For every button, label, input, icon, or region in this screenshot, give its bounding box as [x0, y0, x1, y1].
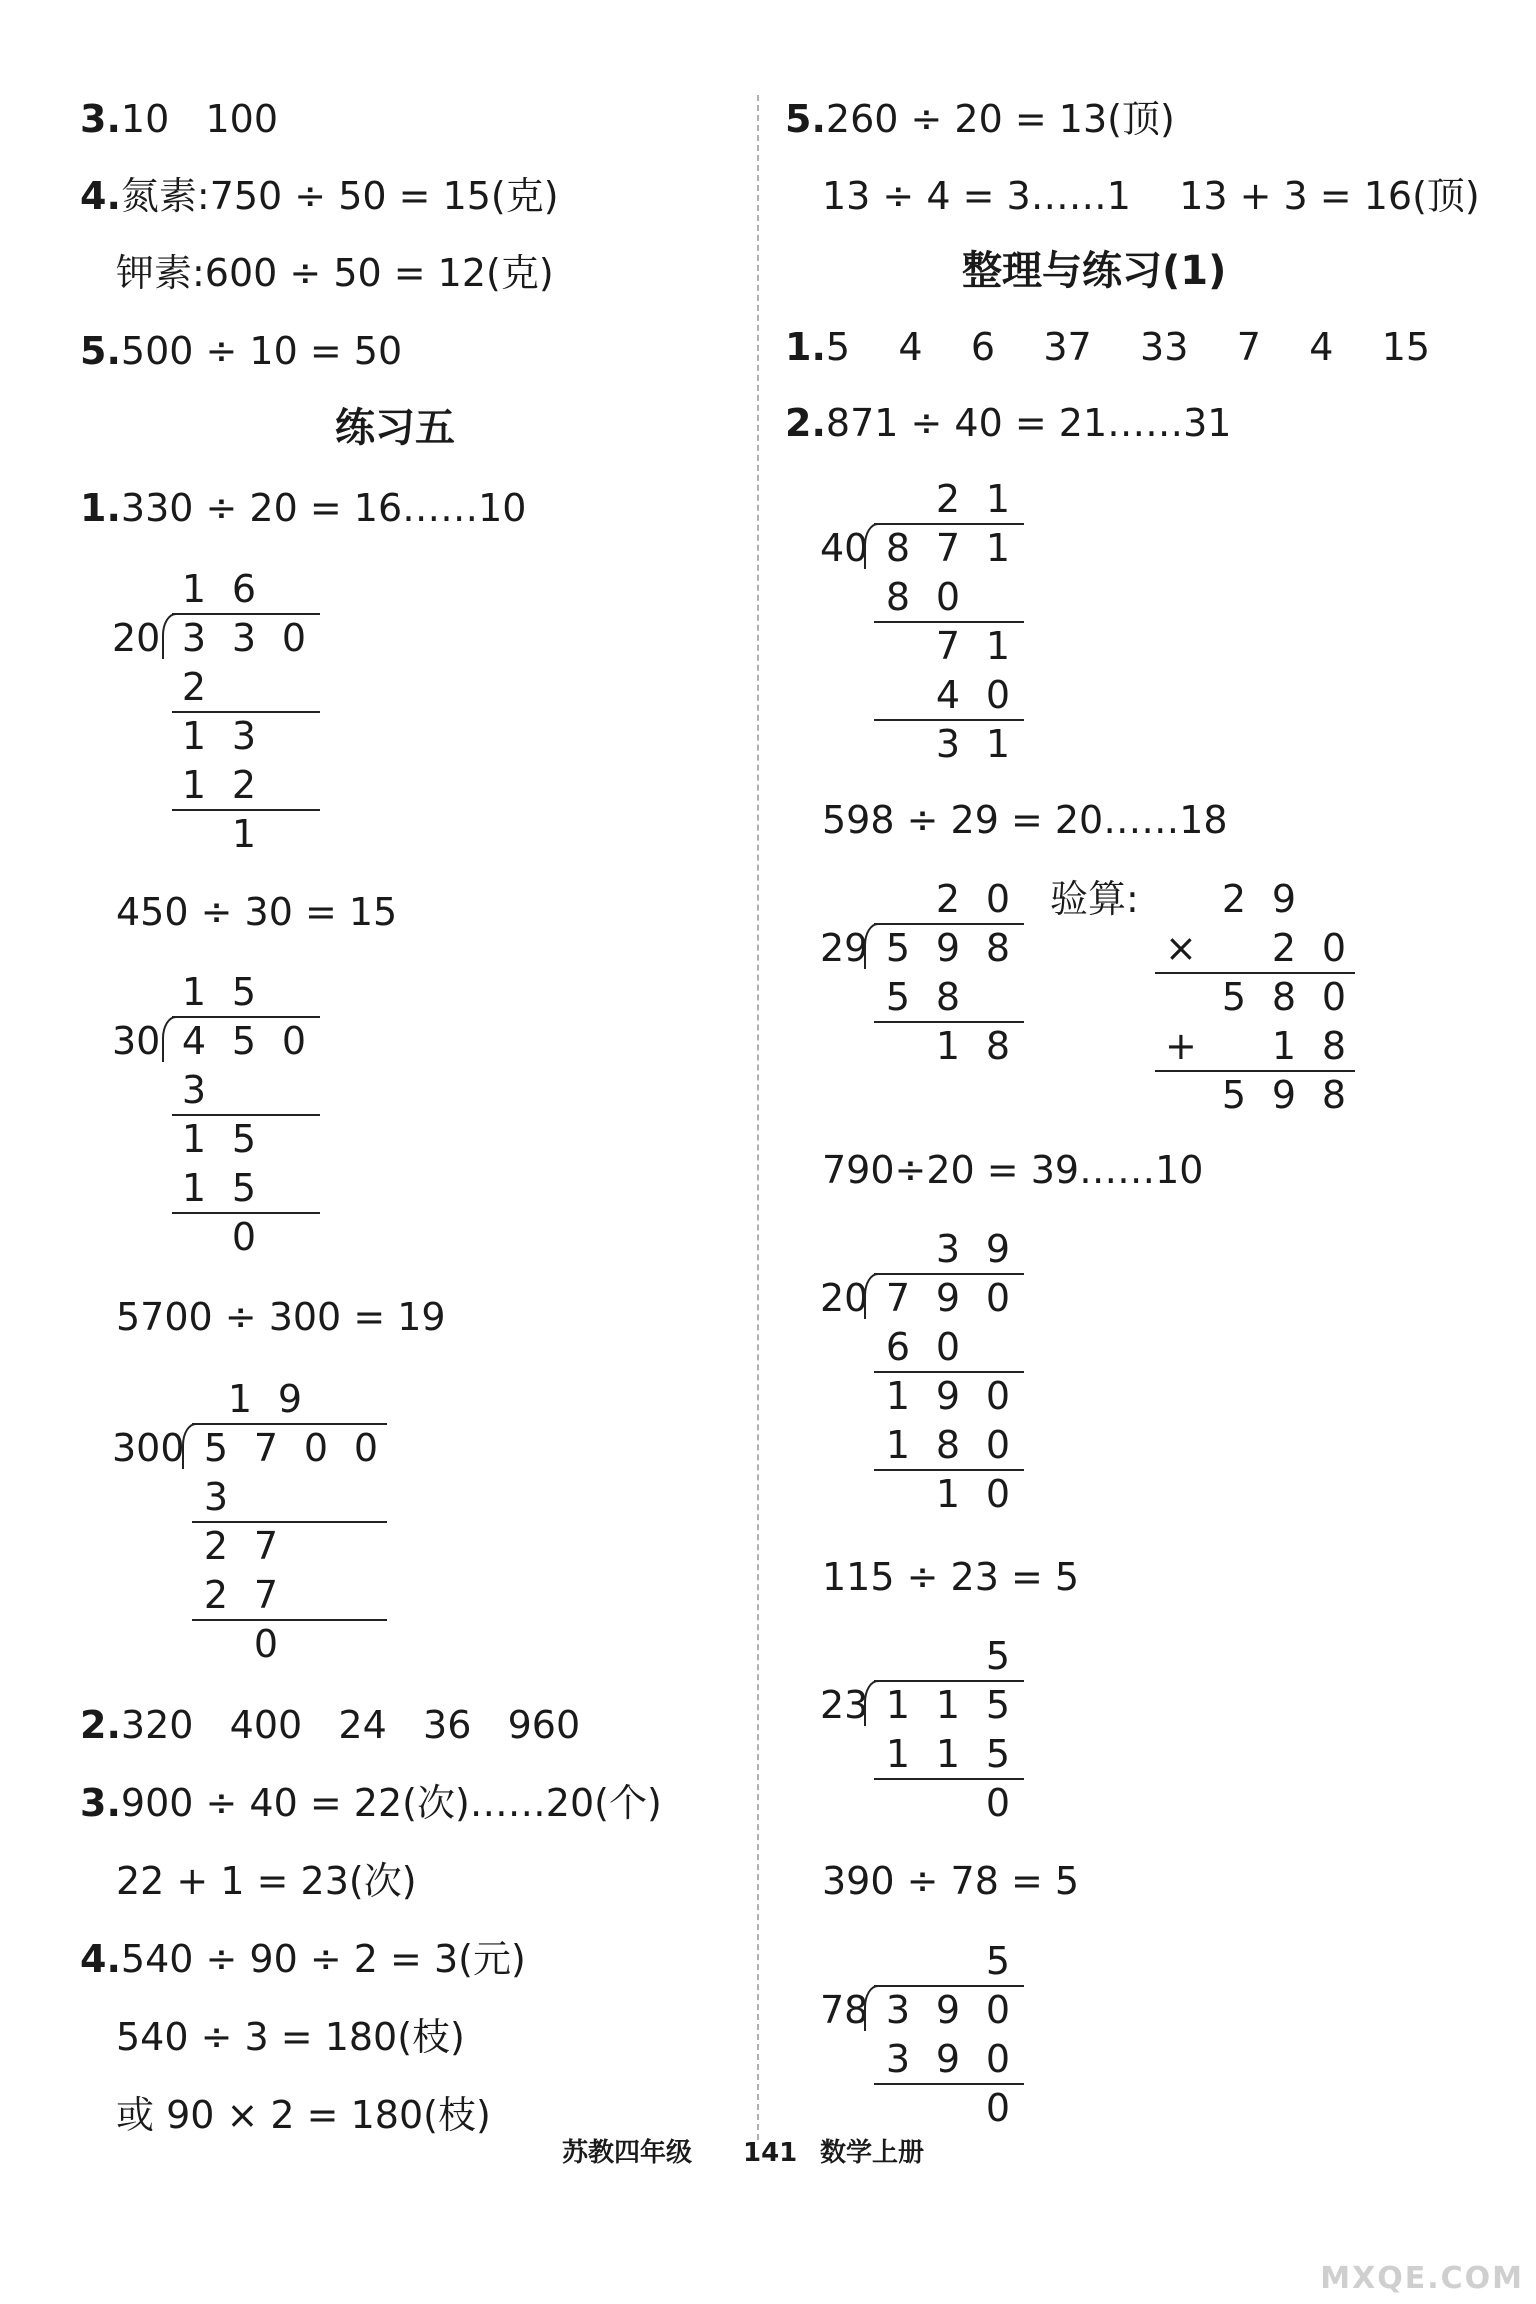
dividend-digit: 3: [885, 1988, 911, 2032]
work-digit: 1: [935, 1732, 961, 1776]
quotient-digit: 1: [181, 567, 207, 611]
dividend-digit: 9: [935, 1276, 961, 1320]
work-digit: 9: [935, 2037, 961, 2081]
factor-digit: 0: [1321, 926, 1347, 970]
q5-eq1: 5.260 ÷ 20 = 13(顶): [785, 97, 1175, 141]
quotient-digit: 2: [935, 877, 961, 921]
work-digit: 0: [985, 2037, 1011, 2081]
quotient-digit: 9: [985, 1227, 1011, 1271]
dividend-digit: 7: [885, 1276, 911, 1320]
answer-2-eq2: 598 ÷ 29 = 20……18: [822, 798, 1228, 842]
work-digit: 8: [935, 975, 961, 1019]
work-digit: 7: [935, 624, 961, 668]
work-digit: 5: [985, 1732, 1011, 1776]
dividend-digit: 3: [231, 616, 257, 660]
work-digit: 1: [985, 624, 1011, 668]
answer-2-eq4: 115 ÷ 23 = 5: [822, 1555, 1080, 1599]
ex2: 2.320 400 24 36 960: [80, 1703, 581, 1747]
dividend-digit: 5: [885, 926, 911, 970]
remainder-digit: 3: [935, 722, 961, 766]
ex4: 4.540 ÷ 90 ÷ 2 = 3(元): [80, 1937, 526, 1981]
dividend-digit: 0: [303, 1426, 329, 1470]
work-digit: 1: [885, 1732, 911, 1776]
work-digit: 3: [885, 2037, 911, 2081]
work-digit: 1: [181, 1166, 207, 1210]
divisor: 20: [112, 616, 161, 660]
quotient-digit: 0: [985, 877, 1011, 921]
dividend-digit: 0: [281, 616, 307, 660]
dividend-digit: 0: [281, 1019, 307, 1063]
addend-digit: 8: [1321, 1024, 1347, 1068]
factor-digit: 2: [1221, 877, 1247, 921]
answer-1: 1.5 4 6 37 33 7 4 15: [785, 325, 1431, 369]
quotient-digit: 1: [181, 970, 207, 1014]
remainder-digit: 1: [231, 812, 257, 856]
dividend-digit: 1: [885, 1683, 911, 1727]
work-digit: 5: [231, 1117, 257, 1161]
ex1-eq1: 1.330 ÷ 20 = 16……10: [80, 486, 527, 530]
work-digit: 0: [935, 575, 961, 619]
product-digit: 5: [1221, 975, 1247, 1019]
answer-2-eq5: 390 ÷ 78 = 5: [822, 1859, 1080, 1903]
divisor: 30: [112, 1019, 161, 1063]
dividend-digit: 1: [935, 1683, 961, 1727]
quotient-digit: 9: [277, 1377, 303, 1421]
quotient-digit: 6: [231, 567, 257, 611]
dividend-digit: 4: [181, 1019, 207, 1063]
work-digit: 0: [935, 1325, 961, 1369]
column-divider: [757, 95, 759, 2140]
remainder-digit: 0: [985, 1472, 1011, 1516]
work-digit: 1: [885, 1374, 911, 1418]
answer-5: 5.500 ÷ 10 = 50: [80, 329, 403, 373]
quotient-digit: 3: [935, 1227, 961, 1271]
divisor: 23: [820, 1683, 869, 1727]
times-sign: ×: [1165, 926, 1197, 970]
ex3: 3.900 ÷ 40 = 22(次)……20(个): [80, 1781, 662, 1825]
dividend-digit: 5: [231, 1019, 257, 1063]
work-digit: 3: [203, 1475, 229, 1519]
quotient-digit: 5: [231, 970, 257, 1014]
divisor: 20: [820, 1276, 869, 1320]
page-number: 141: [743, 2138, 798, 2168]
sum-digit: 8: [1321, 1073, 1347, 1117]
work-digit: 3: [181, 1068, 207, 1112]
dividend-digit: 7: [253, 1426, 279, 1470]
quotient-digit: 2: [935, 477, 961, 521]
dividend-digit: 0: [985, 1276, 1011, 1320]
work-digit: 2: [181, 665, 207, 709]
watermark-logo: MXQE.COM: [1320, 2261, 1524, 2296]
ex3-line2: 22 + 1 = 23(次): [116, 1859, 417, 1903]
work-digit: 0: [985, 673, 1011, 717]
plus-sign: +: [1165, 1024, 1197, 1068]
dividend-digit: 5: [203, 1426, 229, 1470]
work-digit: 0: [985, 1423, 1011, 1467]
remainder-digit: 0: [253, 1622, 279, 1666]
dividend-digit: 1: [985, 526, 1011, 570]
sum-digit: 9: [1271, 1073, 1297, 1117]
footer-book: 数学上册: [820, 2138, 925, 2168]
work-digit: 8: [885, 575, 911, 619]
quotient-digit: 1: [985, 477, 1011, 521]
dividend-digit: 9: [935, 926, 961, 970]
ex1-eq2: 450 ÷ 30 = 15: [116, 890, 398, 934]
work-digit: 6: [885, 1325, 911, 1369]
q5-eq2: 13 ÷ 4 = 3……1 13 + 3 = 16(顶): [822, 174, 1480, 218]
dividend-digit: 8: [985, 926, 1011, 970]
work-digit: 9: [935, 1374, 961, 1418]
dividend-digit: 0: [985, 1988, 1011, 2032]
answer-3: 3.10 100: [80, 97, 279, 141]
remainder-digit: 0: [985, 1781, 1011, 1825]
work-digit: 1: [885, 1423, 911, 1467]
answer-4: 4.氮素:750 ÷ 50 = 15(克): [80, 174, 559, 218]
ex4-line3: 或 90 × 2 = 180(枝): [116, 2093, 491, 2137]
divisor: 40: [820, 526, 869, 570]
work-digit: 8: [935, 1423, 961, 1467]
quotient-digit: 5: [985, 1634, 1011, 1678]
work-digit: 7: [253, 1524, 279, 1568]
divisor: 78: [820, 1988, 869, 2032]
work-digit: 2: [203, 1524, 229, 1568]
product-digit: 8: [1271, 975, 1297, 1019]
answer-2-eq3: 790÷20 = 39……10: [822, 1148, 1204, 1192]
dividend-digit: 3: [181, 616, 207, 660]
answer-2-eq1: 2.871 ÷ 40 = 21……31: [785, 401, 1232, 445]
dividend-digit: 8: [885, 526, 911, 570]
dividend-digit: 9: [935, 1988, 961, 2032]
verification-label: 验算:: [1050, 877, 1139, 921]
dividend-digit: 7: [935, 526, 961, 570]
ex1-eq3: 5700 ÷ 300 = 19: [116, 1295, 446, 1339]
dividend-digit: 0: [353, 1426, 379, 1470]
dividend-digit: 5: [985, 1683, 1011, 1727]
remainder-digit: 1: [985, 722, 1011, 766]
section-title-lianxi5: 练习五: [335, 405, 455, 451]
product-digit: 0: [1321, 975, 1347, 1019]
work-digit: 1: [181, 1117, 207, 1161]
work-digit: 7: [253, 1573, 279, 1617]
remainder-digit: 0: [231, 1215, 257, 1259]
divisor: 29: [820, 926, 869, 970]
work-digit: 1: [181, 714, 207, 758]
remainder-digit: 1: [935, 1024, 961, 1068]
answer-4-line2: 钾素:600 ÷ 50 = 12(克): [116, 251, 554, 295]
work-digit: 5: [231, 1166, 257, 1210]
work-digit: 4: [935, 673, 961, 717]
work-digit: 2: [203, 1573, 229, 1617]
factor-digit: 2: [1271, 926, 1297, 970]
work-digit: 5: [885, 975, 911, 1019]
remainder-digit: 8: [985, 1024, 1011, 1068]
work-digit: 3: [231, 714, 257, 758]
work-digit: 1: [181, 763, 207, 807]
quotient-digit: 5: [985, 1939, 1011, 1983]
factor-digit: 9: [1271, 877, 1297, 921]
work-digit: 0: [985, 1374, 1011, 1418]
remainder-digit: 0: [985, 2086, 1011, 2130]
work-digit: 2: [231, 763, 257, 807]
addend-digit: 1: [1271, 1024, 1297, 1068]
remainder-digit: 1: [935, 1472, 961, 1516]
section-title-zhengli: 整理与练习(1): [962, 248, 1227, 294]
ex4-line2: 540 ÷ 3 = 180(枝): [116, 2015, 465, 2059]
footer-grade: 苏教四年级: [562, 2138, 693, 2168]
divisor: 300: [112, 1426, 185, 1470]
sum-digit: 5: [1221, 1073, 1247, 1117]
quotient-digit: 1: [227, 1377, 253, 1421]
